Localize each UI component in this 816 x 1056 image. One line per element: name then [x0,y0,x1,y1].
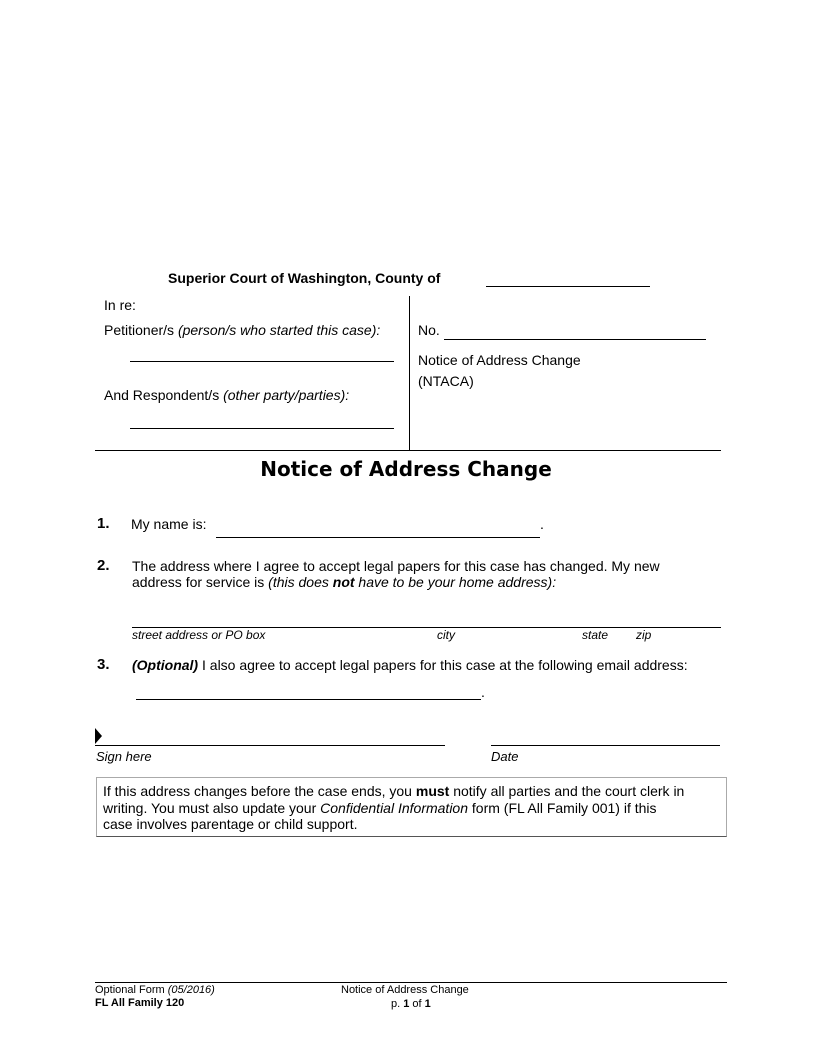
case-no-field[interactable] [444,339,706,340]
footer-page-of: of [409,998,425,1010]
footer-optional-label: Optional Form [95,984,168,996]
petitioner-field[interactable] [130,361,394,362]
item-1-period: . [540,516,544,532]
notice-line-3: case involves parentage or child support. [103,816,358,832]
footer-page-prefix: p. [391,998,404,1010]
item-2-hint-not: not [332,574,355,590]
notice-line-1 [103,783,684,799]
item-2-hint-a: (this does [268,574,333,590]
name-field[interactable] [216,537,540,538]
date-caption: Date [491,749,519,764]
notice-must: must [415,783,450,799]
item-3-number: 3. [97,656,110,673]
item-2-hint-b: have to be your home address): [354,574,557,590]
respondent-hint: (other party/parties): [223,387,350,403]
notice-confidential: Confidential Information [320,800,469,816]
county-field[interactable] [486,286,650,287]
footer-form-id: FL All Family 120 [95,997,185,1009]
footer-optional-form [95,984,215,996]
sign-caption: Sign here [96,749,152,764]
footer-page-total: 1 [424,998,431,1010]
petitioner-label-text: Petitioner/s [104,322,175,338]
item-3-optional: (Optional) [132,657,199,673]
sign-arrow-icon [95,728,103,744]
street-caption: street address or PO box [132,628,266,642]
petitioner-label [104,322,380,338]
item-3-period: . [481,684,485,700]
item-1-label: My name is: [131,516,207,532]
footer-page-number [391,998,431,1010]
item-2-line2 [132,574,556,590]
item-3-text [132,657,688,673]
form-code: (NTACA) [418,373,474,389]
footer-form-date: (05/2016) [167,984,215,996]
in-re-label: In re: [104,297,136,313]
form-name: Notice of Address Change [418,352,581,368]
state-caption: state [582,628,609,642]
respondent-label [104,387,349,403]
respondent-label-text: And Respondent/s [104,387,220,403]
item-2-line2-prefix: address for service is [132,574,269,590]
item-2-line1: The address where I agree to accept legal papers for this case has changed. My new [132,558,660,574]
notice-line-2 [103,800,657,816]
footer-page-num: 1 [403,998,410,1010]
document-title: Notice of Address Change [260,457,552,481]
item-3-body: I also agree to accept legal papers for this case at the following email address: [198,657,688,673]
notice-part1: If this address changes before the case ends, you [103,783,416,799]
signature-field[interactable] [95,745,445,746]
notice-part2-suffix: form (FL All Family 001) if this [468,800,657,816]
petitioner-hint: (person/s who started this case): [177,322,381,338]
notice-part1-end: notify all parties and the court clerk in [449,783,685,799]
zip-caption: zip [636,628,652,642]
city-caption: city [437,628,455,642]
case-no-label: No. [418,322,440,338]
notice-part2-prefix: writing. You must also update your [103,800,321,816]
court-title: Superior Court of Washington, County of [168,270,441,286]
footer-center-title: Notice of Address Change [341,984,469,996]
caption-bottom-rule [95,450,721,451]
item-2-number: 2. [97,557,110,574]
date-field[interactable] [491,745,720,746]
respondent-field[interactable] [130,428,394,429]
caption-divider [409,296,410,451]
email-field[interactable] [136,699,481,700]
item-1-number: 1. [97,515,110,532]
footer-rule [95,982,727,983]
